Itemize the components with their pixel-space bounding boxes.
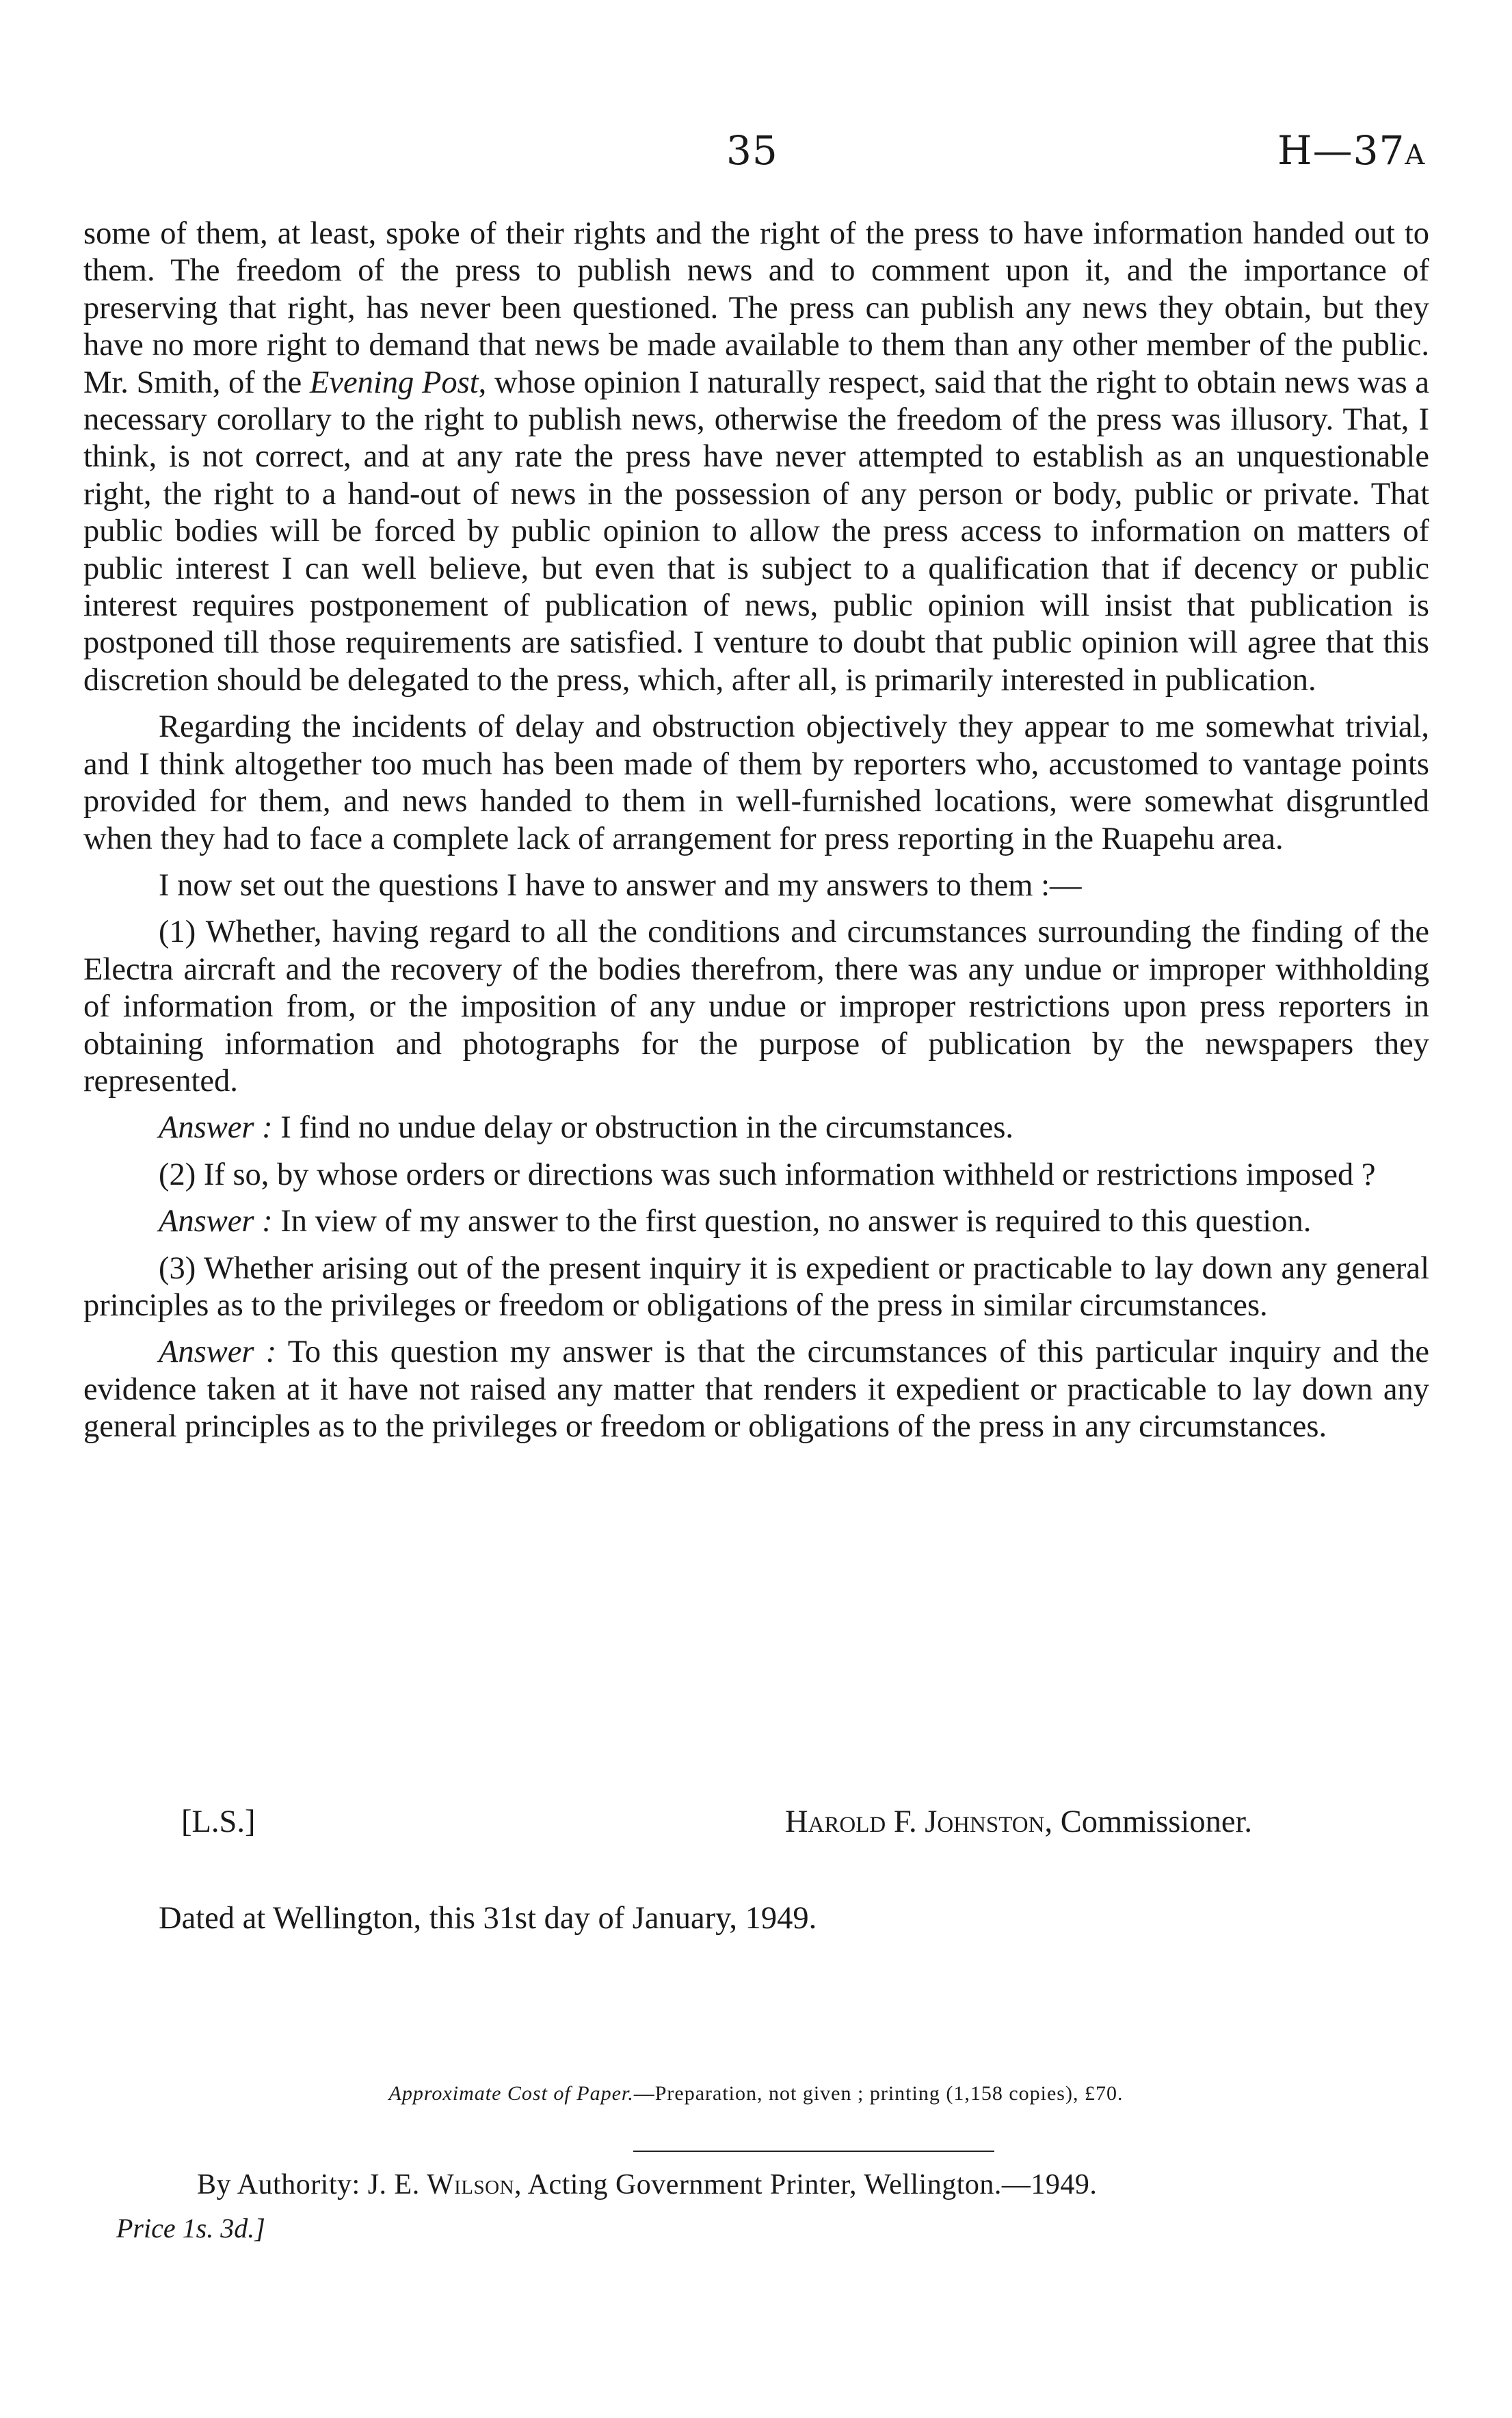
answer-3-text: To this question my answer is that the circumstances of this particular inquiry and the evidence taken at it have not raised any matter that renders it expedient or practicable to lay down any general principles as to the privileges or freedom or obligations of the press in any circumstances. [83, 1335, 1429, 1445]
dated-line: Dated at Wellington, this 31st day of January, 1949. [159, 1901, 817, 1936]
paragraph-press-rights-text: some of them, at least, spoke of their rights and the right of the press to have information handed out to them. The freedom of the press to publish news and to comment upon it, and the importance of preserving that right, has never been questioned. The press can publish any news they obtain, but they have no more right to demand that news be made available to them than any other member of the public. Mr. Smith, of the [83, 216, 1429, 400]
paragraph-press-rights-cont: , whose opinion I naturally respect, said that the right to obtain news was a necessary corollary to the right to publish news, otherwise the freedom of the press was illusory. That, I think, is not correct, and at any rate the press have never attempted to establish as an unquestionable right, the right to a hand-out of news in the possession of any person or body, public or private. That public bodies will be forced by public opinion to allow the press access to information on matters of public interest I can well believe, but even that is subject to a qualification that if decency or public interest requires postponement of publication of news, public opinion will insist that publication is postponed till those requirements are satisfied. I venture to doubt that public opinion will agree that this discretion should be delegated to the press, which, after all, is primarily interested in publication. [83, 365, 1429, 698]
newspaper-title: Evening Post [309, 365, 479, 400]
reference-main: H—37 [1277, 127, 1405, 174]
paragraph-delay: Regarding the incidents of delay and obstruction objectively they appear to me somewhat trivial, and I think altogether too much has been made of them by reporters who, accustomed to vantage points provided for them, and news handed to them in well-furnished locations, were somewhat disgruntled when they had to face a complete lack of arrangement for press reporting in the Ruapehu area. [83, 709, 1429, 856]
price: Price 1s. 3d.] [116, 2213, 265, 2244]
footer-divider [633, 2151, 994, 2152]
page-number: 35 [726, 127, 778, 174]
answer-label: Answer : [159, 1204, 273, 1239]
paragraph-press-rights [83, 215, 1429, 699]
question-1: (1) Whether, having regard to all the conditions and circumstances surrounding the finding of the Electra aircraft and the recovery of the bodies therefrom, there was any undue or improper withholding of information from, or the imposition of any undue or improper restrictions upon press reporters in obtaining information and photographs for the purpose of publication by the newspapers they represented. [83, 915, 1429, 1099]
authority-suffix: , Acting Government Printer, Wellington.—1949. [514, 2169, 1098, 2200]
signatory-name: Harold F. Johnston [785, 1804, 1045, 1839]
printer-name: J. E. Wilson [367, 2169, 514, 2200]
document-reference [1277, 127, 1425, 174]
printer-authority [197, 2168, 1097, 2201]
answer-1-text: I find no undue delay or obstruction in the circumstances. [280, 1110, 1014, 1146]
answer-label: Answer : [159, 1110, 273, 1146]
question-2: (2) If so, by whose orders or directions was such information withheld or restrictions imposed ? [159, 1157, 1376, 1192]
cost-label: Approximate Cost of Paper. [388, 2082, 634, 2105]
authority-prefix: By Authority: [197, 2169, 360, 2200]
cost-detail: —Preparation, not given ; printing (1,158 copies), £70. [633, 2082, 1124, 2105]
answer-2-text: In view of my answer to the first question, no answer is required to this question. [280, 1204, 1312, 1239]
cost-line [0, 2082, 1512, 2105]
signature [785, 1804, 1252, 1840]
answer-1 [83, 1109, 1429, 1146]
paragraph-questions-intro: I now set out the questions I have to answer and my answers to them :— [159, 867, 1082, 903]
report-body [83, 215, 1429, 1456]
answer-3 [83, 1334, 1429, 1445]
answer-label: Answer : [159, 1335, 277, 1370]
reference-sub: A [1405, 140, 1426, 171]
question-3: (3) Whether arising out of the present inquiry it is expedient or practicable to lay down any general principles as to the privileges or freedom or obligations of the press in similar circumstances. [83, 1250, 1429, 1323]
signatory-title: , Commissioner. [1044, 1804, 1253, 1839]
answer-2 [83, 1203, 1429, 1240]
seal-mark: [L.S.] [181, 1804, 256, 1839]
